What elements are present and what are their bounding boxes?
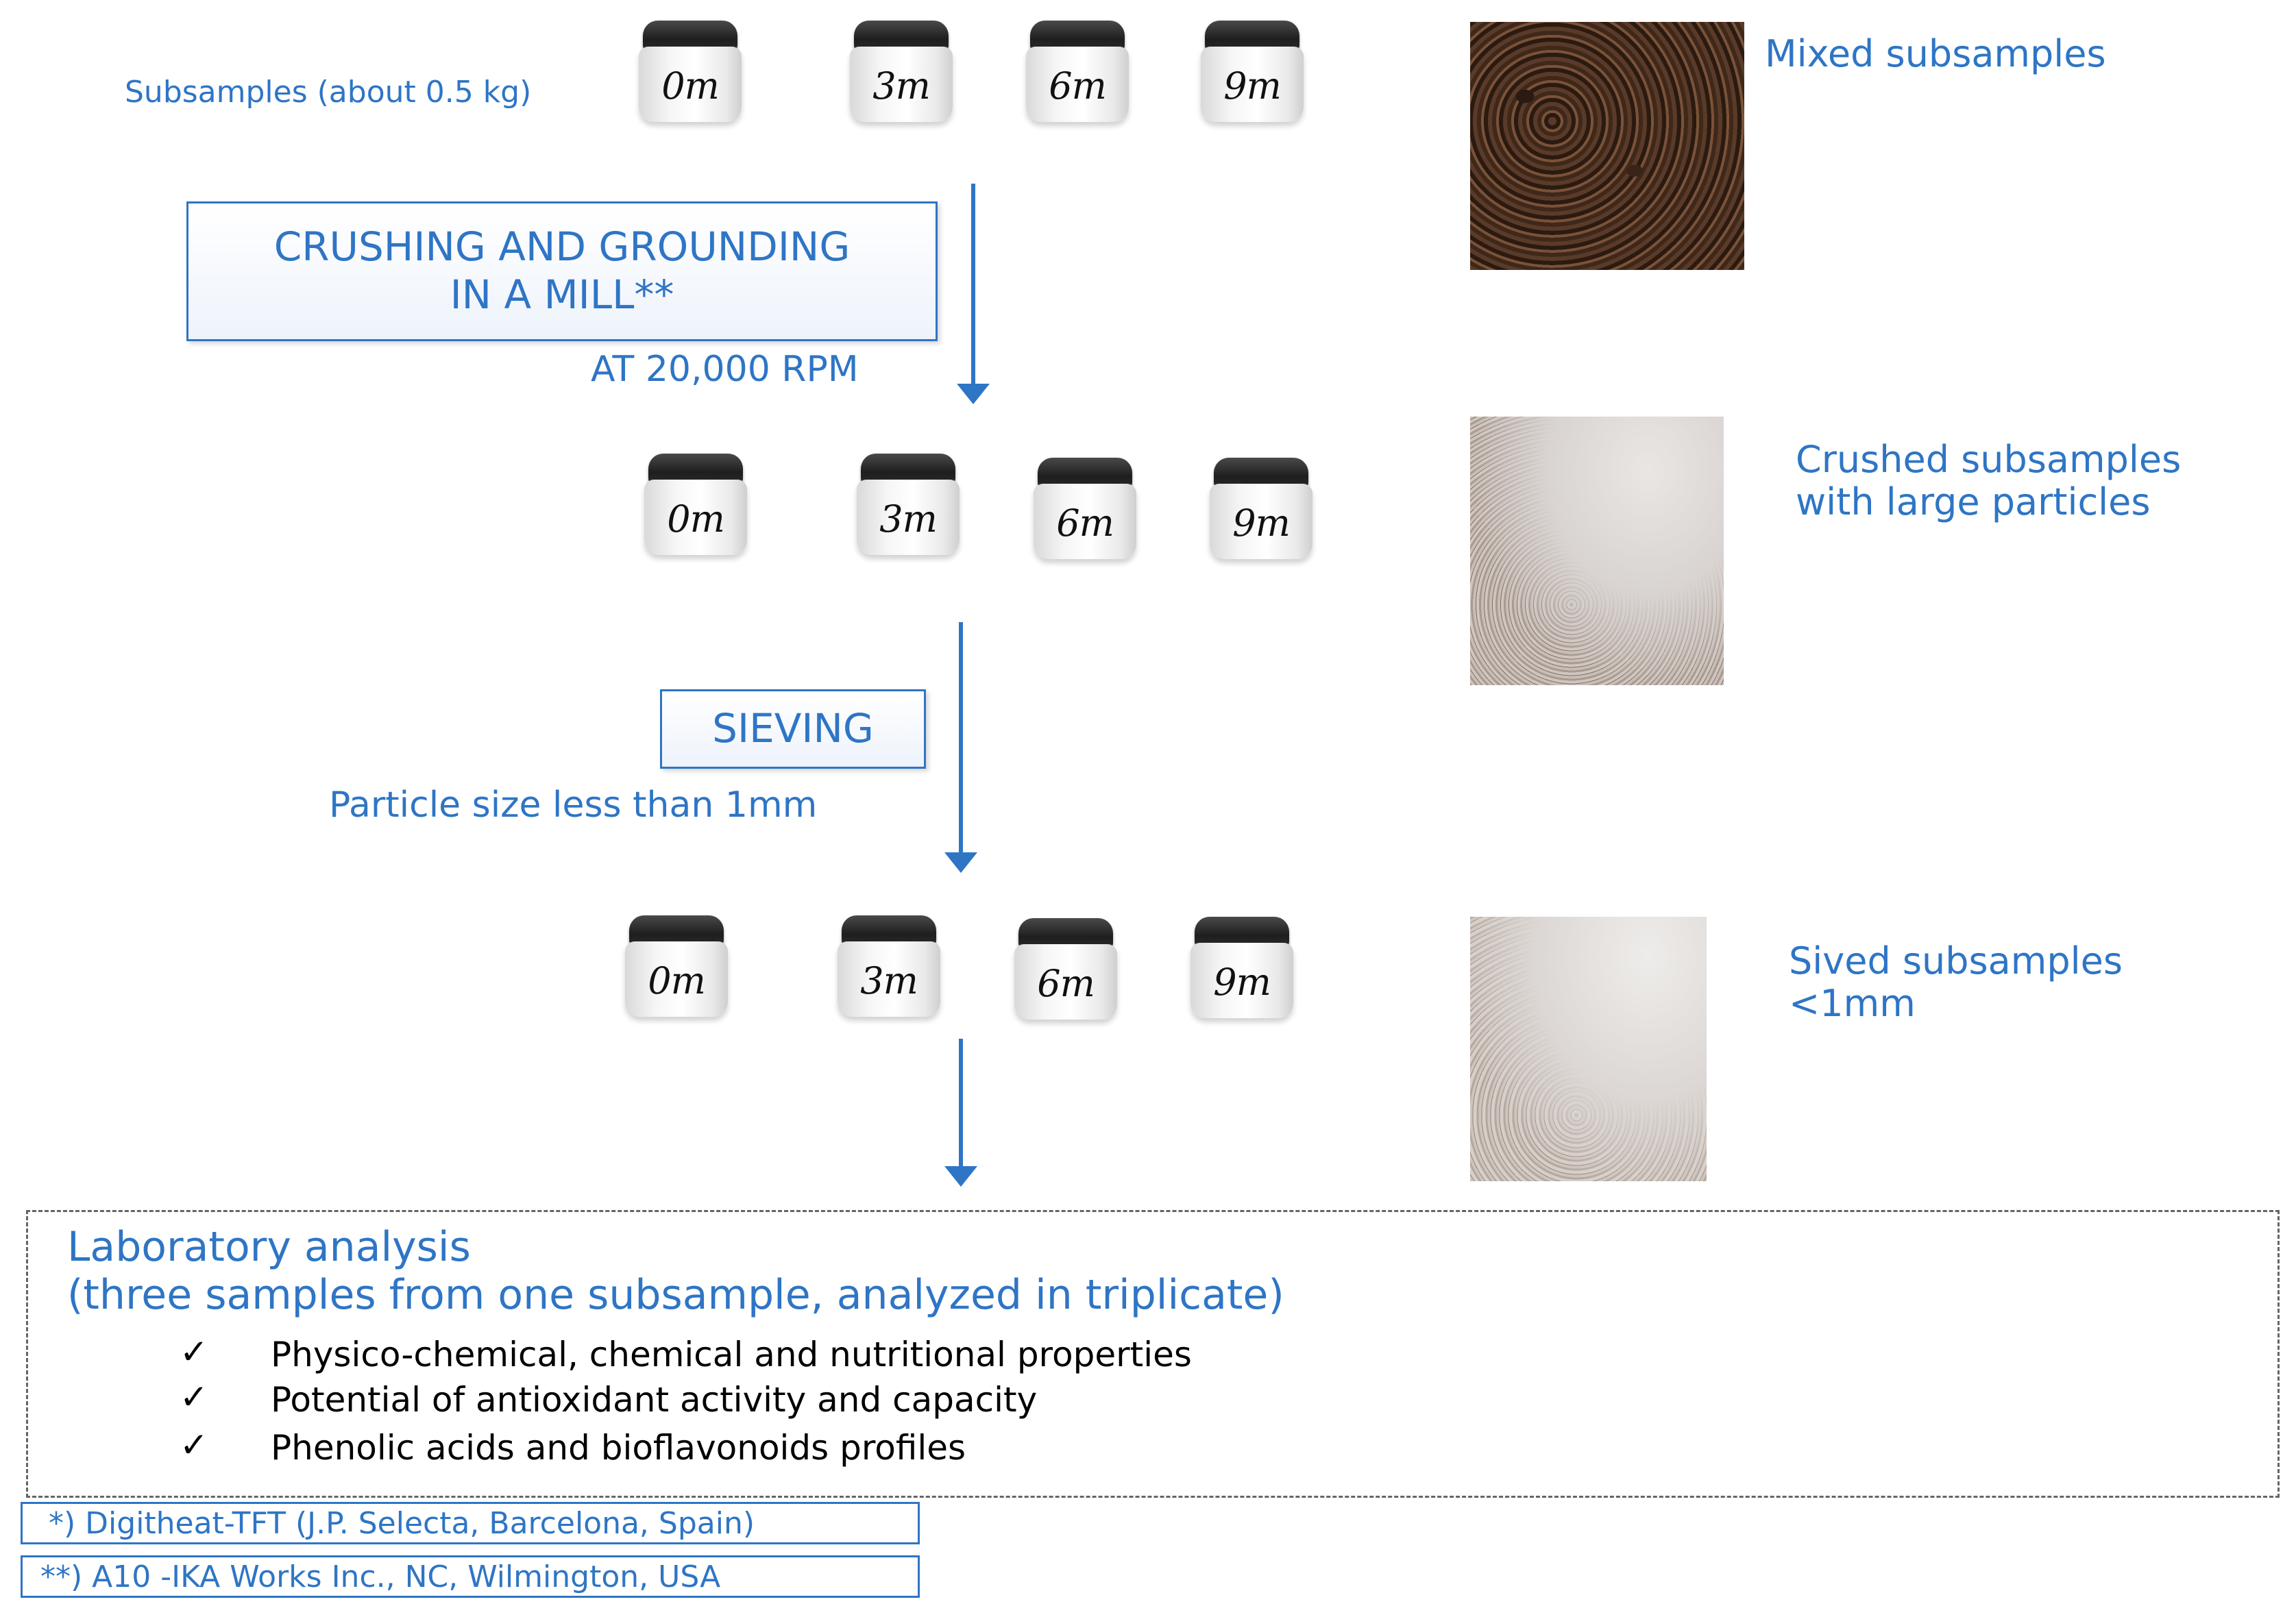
check-icon: ✓	[180, 1332, 208, 1372]
crushing-box-text: CRUSHING AND GROUNDING IN A MILL**	[273, 223, 851, 318]
check-icon: ✓	[180, 1377, 208, 1417]
jar-label: 9m	[1213, 961, 1271, 1004]
sieving-box-text: SIEVING	[712, 705, 874, 752]
particle-size-note: Particle size less than 1mm	[329, 785, 818, 826]
jar-label: 9m	[1232, 502, 1290, 545]
lab-title-line1: Laboratory analysis	[67, 1223, 471, 1271]
footnote-1-text: *) Digitheat-TFT (J.P. Selecta, Barcelona, Spain)	[49, 1505, 755, 1541]
jar-label: 0m	[648, 959, 705, 1002]
jar-label: 0m	[661, 64, 719, 108]
arrow-1-head	[957, 384, 990, 404]
arrow-3-head	[944, 1166, 977, 1187]
check-icon: ✓	[180, 1425, 208, 1465]
jar-label: 3m	[879, 497, 937, 541]
subsamples-label: Subsamples (about 0.5 kg)	[125, 75, 532, 110]
crushed-caption-line1: Crushed subsamples	[1796, 438, 2182, 481]
jar-label: 6m	[1049, 64, 1106, 108]
jar-label: 9m	[1223, 64, 1281, 108]
arrow-2-head	[944, 852, 977, 873]
jar-label: 3m	[872, 64, 930, 108]
lab-item-1: Physico-chemical, chemical and nutritional properties	[271, 1335, 1192, 1374]
crushed-caption-line2: with large particles	[1796, 480, 2151, 523]
footnote-2	[21, 1555, 920, 1598]
sieved-caption-line1: Sived subsamples	[1789, 939, 2123, 983]
footnote-2-text: **) A10 -IKA Works Inc., NC, Wilmington, USA	[40, 1559, 721, 1594]
jar-label: 6m	[1037, 962, 1095, 1005]
lab-title-line2: (three samples from one subsample, analyzed in triplicate)	[67, 1271, 1284, 1319]
jar-label: 3m	[860, 959, 918, 1002]
lab-item-3: Phenolic acids and bioflavonoids profiles	[271, 1428, 966, 1468]
sieved-caption-line2: <1mm	[1789, 982, 1916, 1025]
rpm-note: AT 20,000 RPM	[591, 349, 859, 390]
footnote-1	[21, 1502, 920, 1544]
mixed-subsamples-caption: Mixed subsamples	[1765, 32, 2106, 75]
jar-label: 6m	[1056, 502, 1114, 545]
lab-item-2: Potential of antioxidant activity and capacity	[271, 1380, 1038, 1420]
jar-label: 0m	[667, 497, 724, 541]
